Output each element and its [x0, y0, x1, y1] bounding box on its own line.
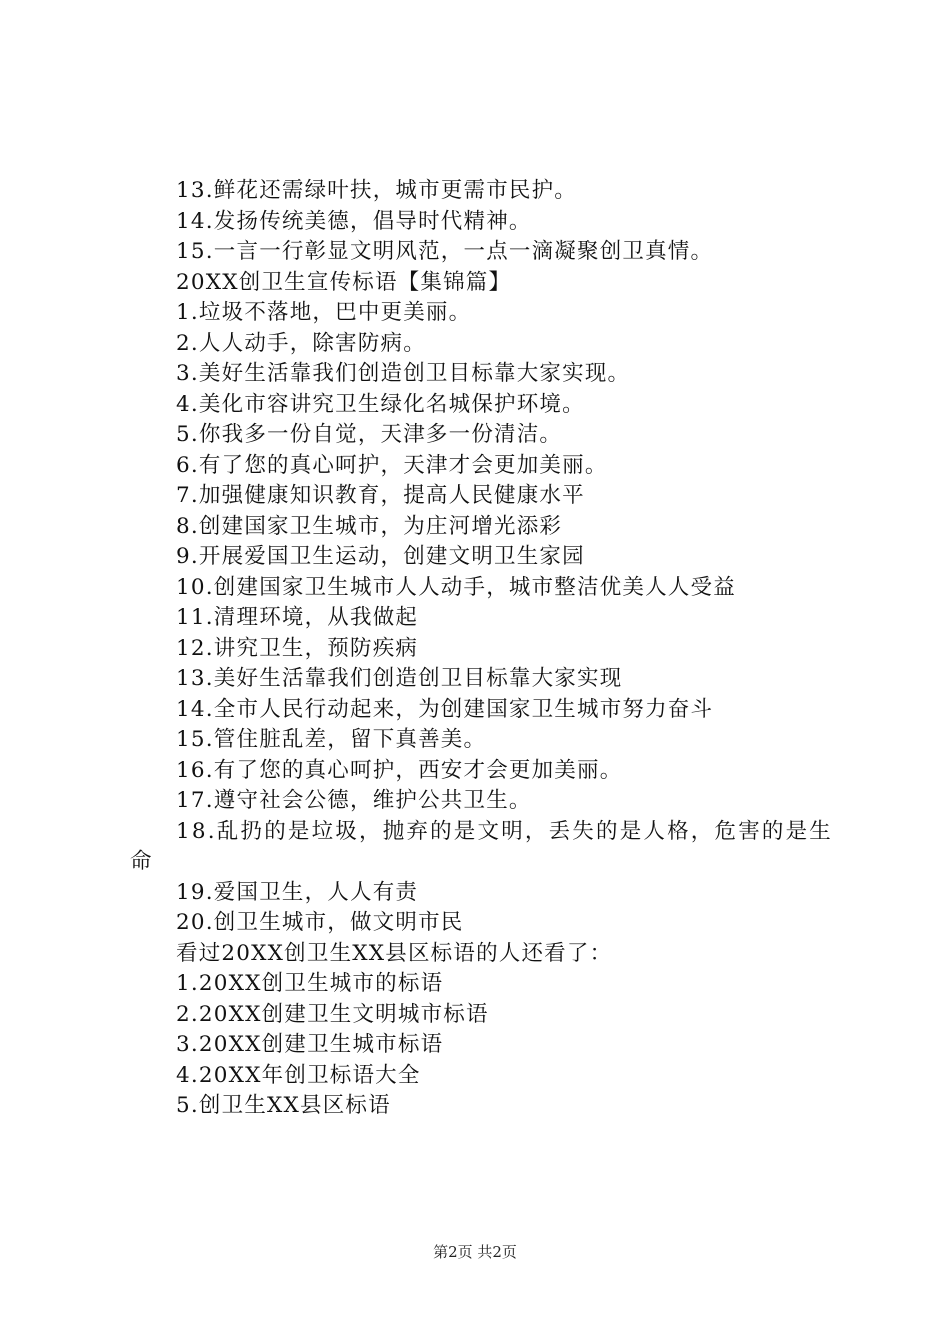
- text-line: 13.鲜花还需绿叶扶，城市更需市民护。: [176, 178, 577, 203]
- section-heading: 20XX创卫生宣传标语【集锦篇】: [176, 269, 512, 295]
- related-item: 2.20XX创建卫生文明城市标语: [176, 1001, 489, 1027]
- related-item: 1.20XX创卫生城市的标语: [176, 971, 444, 996]
- text-line: 2.人人动手，除害防病。: [176, 330, 426, 356]
- text-line: 6.有了您的真心呵护，天津才会更加美丽。: [176, 452, 608, 478]
- related-item: 4.20XX年创卫标语大全: [176, 1062, 421, 1088]
- page-footer: 第2页 共2页: [433, 1243, 517, 1261]
- text-line: 11.清理环境，从我做起: [176, 605, 419, 630]
- text-line: 15.管住脏乱差，留下真善美。: [176, 727, 487, 752]
- text-line: 20.创卫生城市，做文明市民: [176, 910, 464, 935]
- text-line: 15.一言一行彰显文明风范，一点一滴凝聚创卫真情。: [176, 239, 714, 264]
- text-line: 16.有了您的真心呵护，西安才会更加美丽。: [176, 757, 623, 783]
- related-item: 3.20XX创建卫生城市标语: [176, 1032, 444, 1057]
- text-line: 4.美化市容讲究卫生绿化名城保护环境。: [176, 391, 585, 417]
- text-line: 14.发扬传统美德，倡导时代精神。: [176, 208, 532, 234]
- text-line: 14.全市人民行动起来，为创建国家卫生城市努力奋斗: [176, 696, 714, 722]
- text-line: 7.加强健康知识教育，提高人民健康水平: [176, 483, 585, 508]
- related-heading: 看过20XX创卫生XX县区标语的人还看了：: [176, 940, 613, 966]
- text-line: 5.你我多一份自觉，天津多一份清洁。: [176, 422, 563, 447]
- text-line: 18.乱扔的是垃圾，抛弃的是文明，丢失的是人格，危害的是生命: [130, 818, 833, 874]
- text-line: 9.开展爱国卫生运动，创建文明卫生家园: [176, 544, 585, 569]
- text-line: 19.爱国卫生，人人有责: [176, 879, 419, 905]
- text-line: 10.创建国家卫生城市人人动手，城市整洁优美人人受益: [176, 574, 736, 600]
- document-body: [130, 176, 835, 1122]
- text-line: 1.垃圾不落地，巴中更美丽。: [176, 300, 472, 325]
- text-line: 8.创建国家卫生城市，为庄河增光添彩: [176, 513, 563, 539]
- text-line: 17.遵守社会公德，维护公共卫生。: [176, 788, 532, 813]
- related-item: 5.创卫生XX县区标语: [176, 1093, 391, 1118]
- text-line: 13.美好生活靠我们创造创卫目标靠大家实现: [176, 666, 623, 691]
- text-line: 3.美好生活靠我们创造创卫目标靠大家实现。: [176, 361, 631, 386]
- text-line: 12.讲究卫生，预防疾病: [176, 635, 419, 661]
